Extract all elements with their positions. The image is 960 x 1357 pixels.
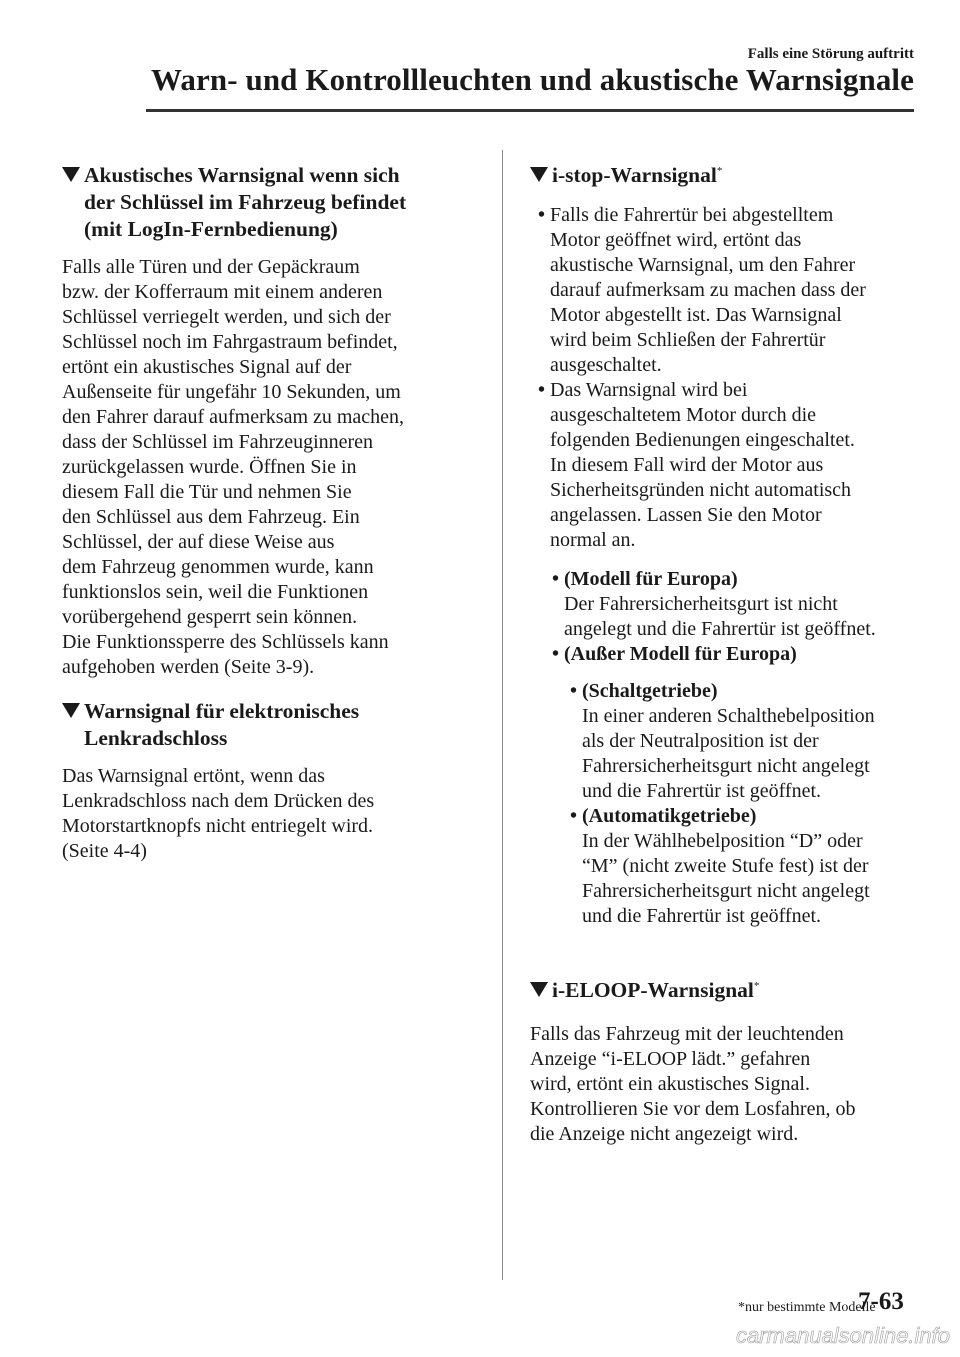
footnote-text: *nur bestimmte Modelle: [738, 1300, 876, 1315]
text-line: Motor abgestellt ist. Das Warnsignal: [550, 304, 842, 326]
column-divider: [502, 150, 503, 1280]
heading-line: Warnsignal für elektronisches: [84, 699, 360, 723]
text-line: Das Warnsignal ertönt, wenn das: [62, 765, 325, 787]
text-line: vorübergehend gesperrt sein können.: [62, 606, 358, 628]
text-line: dass der Schlüssel im Fahrzeuginneren: [62, 431, 374, 453]
text-line: Motor geöffnet wird, ertönt das: [550, 229, 802, 251]
list-item-automatic: [530, 804, 920, 929]
section-heading-steering-lock: [62, 698, 480, 752]
text-line: ertönt ein akustisches Signal auf der: [62, 356, 352, 378]
key-warning-text: [62, 255, 480, 680]
list-item-manual: [530, 679, 920, 804]
text-line: Fahrersicherheitsgurt nicht angelegt: [582, 755, 870, 777]
bullet-marker: •: [570, 805, 578, 827]
text-line: Schlüssel verriegelt werden, und sich der: [62, 306, 391, 328]
bullet-marker: •: [570, 680, 578, 702]
text-line: diesem Fall die Tür und nehmen Sie: [62, 481, 352, 503]
text-line: funktionslos sein, weil die Funktionen: [62, 581, 369, 603]
text-line: zurückgelassen wurde. Öffnen Sie in: [62, 456, 357, 478]
sub-label: (Modell für Europa): [564, 568, 738, 590]
text-line: den Schlüssel aus dem Fahrzeug. Ein: [62, 506, 360, 528]
text-line: wird, ertönt ein akustisches Signal.: [530, 1073, 810, 1095]
section-heading-ieloop: [530, 977, 920, 1004]
bullet-marker: •: [538, 379, 546, 401]
text-line: darauf aufmerksam zu machen dass der: [550, 279, 866, 301]
ieloop-text: [530, 1022, 920, 1147]
text-line: Sicherheitsgründen nicht automatisch: [550, 479, 852, 501]
sub-label: (Automatikgetriebe): [582, 805, 757, 827]
right-column: [530, 162, 920, 1147]
text-line: In diesem Fall wird der Motor aus: [550, 454, 824, 476]
text-line: Fahrersicherheitsgurt nicht angelegt: [582, 880, 870, 902]
heading-text: i-stop-Warnsignal: [552, 163, 717, 187]
list-item-europe: [530, 567, 920, 642]
steering-lock-text: [62, 764, 480, 864]
text-line: Falls das Fahrzeug mit der leuchtenden: [530, 1023, 844, 1045]
triangle-marker-icon: [530, 982, 548, 997]
footnote-marker: *: [753, 980, 760, 992]
text-line: als der Neutralposition ist der: [582, 730, 819, 752]
text-line: “M” (nicht zweite Stufe fest) ist der: [582, 855, 869, 877]
bullet-marker: •: [552, 568, 560, 590]
heading-line: Lenkradschloss: [84, 726, 228, 750]
bullet-marker: •: [552, 643, 560, 665]
text-line: folgenden Bedienungen eingeschaltet.: [550, 429, 855, 451]
text-line: Der Fahrersicherheitsgurt ist nicht: [564, 593, 838, 615]
page-title: Warn- und Kontrollleuchten und akustische Warnsignale: [151, 62, 914, 97]
text-line: wird beim Schließen der Fahrertür: [550, 329, 826, 351]
text-line: Motorstartknopfs nicht entriegelt wird.: [62, 815, 374, 837]
header-section: Falls eine Störung auftritt: [747, 46, 914, 62]
text-line: aufgehoben werden (Seite 3-9).: [62, 656, 315, 678]
text-line: und die Fahrertür ist geöffnet.: [582, 780, 822, 802]
text-line: bzw. der Kofferraum mit einem anderen: [62, 281, 383, 303]
text-line: In der Wählhebelposition “D” oder: [582, 830, 863, 852]
bullet-marker: •: [538, 204, 546, 226]
triangle-marker-icon: [62, 703, 80, 718]
text-line: Kontrollieren Sie vor dem Losfahren, ob: [530, 1098, 856, 1120]
text-line: akustische Warnsignal, um den Fahrer: [550, 254, 856, 276]
heading-line: Akustisches Warnsignal wenn sich: [84, 163, 400, 187]
text-line: die Anzeige nicht angezeigt wird.: [530, 1123, 799, 1145]
text-line: Anzeige “i-ELOOP lädt.” gefahren: [530, 1048, 811, 1070]
left-column: [62, 162, 480, 864]
text-line: ausgeschaltet.: [550, 354, 662, 376]
heading-line: der Schlüssel im Fahrzeug befindet: [84, 190, 407, 214]
text-line: angelegt und die Fahrertür ist geöffnet.: [564, 618, 876, 640]
heading-text: i-ELOOP-Warnsignal: [552, 978, 754, 1002]
text-line: angelassen. Lassen Sie den Motor: [550, 504, 822, 526]
header-rule: [146, 109, 914, 112]
list-item: [530, 378, 920, 553]
text-line: Schlüssel noch im Fahrgastraum befindet,: [62, 331, 398, 353]
text-line: ausgeschaltetem Motor durch die: [550, 404, 817, 426]
triangle-marker-icon: [530, 167, 548, 182]
text-line: den Fahrer darauf aufmerksam zu machen,: [62, 406, 405, 428]
text-line: Lenkradschloss nach dem Drücken des: [62, 790, 375, 812]
sub-label: (Außer Modell für Europa): [564, 643, 797, 665]
page-number: 7-63: [858, 1288, 904, 1315]
text-line: Außenseite für ungefähr 10 Sekunden, um: [62, 381, 401, 403]
text-line: Die Funktionssperre des Schlüssels kann: [62, 631, 389, 653]
section-heading-key-warning: [62, 162, 480, 243]
text-line: normal an.: [550, 529, 636, 551]
text-line: Schlüssel, der auf diese Weise aus: [62, 531, 335, 553]
text-line: (Seite 4-4): [62, 840, 147, 862]
text-line: Falls die Fahrertür bei abgestelltem: [550, 204, 834, 226]
text-line: dem Fahrzeug genommen wurde, kann: [62, 556, 374, 578]
text-line: Falls alle Türen und der Gepäckraum: [62, 256, 360, 278]
text-line: Das Warnsignal wird bei: [550, 379, 748, 401]
triangle-marker-icon: [62, 167, 80, 182]
footnote-marker: *: [716, 165, 723, 177]
watermark: carmanualsonline.info: [735, 1323, 950, 1348]
text-line: In einer anderen Schalthebelposition: [582, 705, 875, 727]
section-heading-istop: [530, 162, 920, 189]
text-line: und die Fahrertür ist geöffnet.: [582, 905, 822, 927]
list-item-non-europe: [530, 642, 920, 667]
heading-line: (mit LogIn-Fernbedienung): [84, 217, 338, 241]
list-item: [530, 203, 920, 378]
sub-label: (Schaltgetriebe): [582, 680, 718, 702]
